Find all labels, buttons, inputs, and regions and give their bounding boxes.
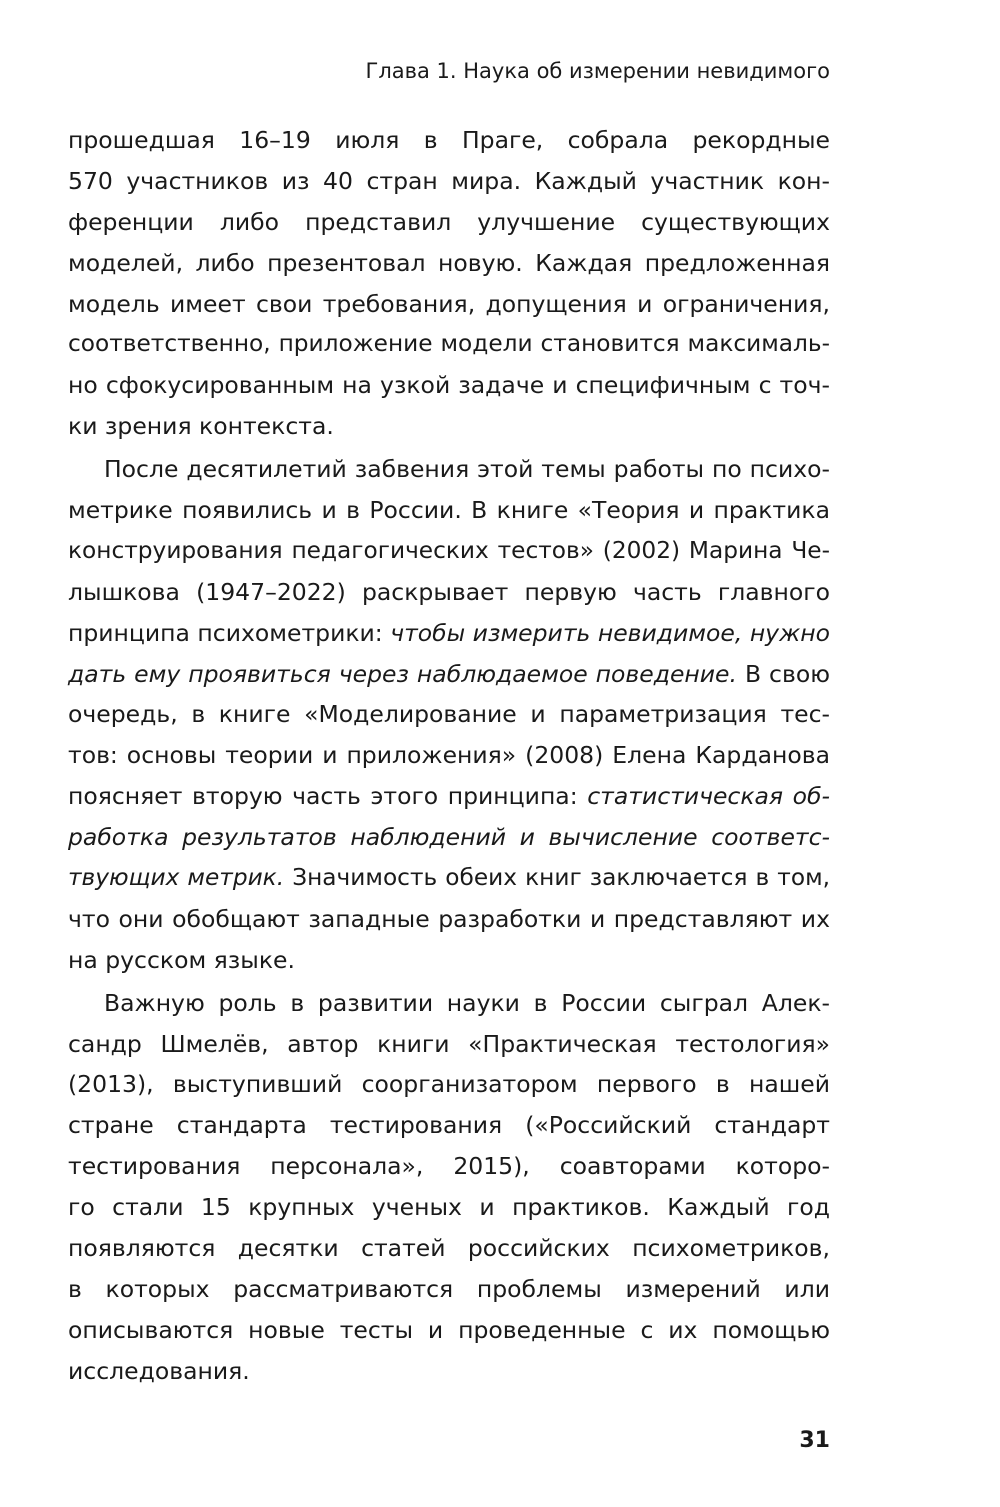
paragraph-2 (68, 449, 830, 981)
text-line: в которых рассматриваются проблемы измерений или (68, 1274, 830, 1303)
text-line: лышкова (1947–2022) раскрывает первую часть главного (68, 577, 830, 606)
text-line: исследования. (68, 1356, 250, 1385)
italic-run: твующих метрик. (68, 864, 285, 892)
text-line: соответственно, приложение модели становится максималь- (68, 330, 830, 358)
text-line: конструирования педагогических тестов» (2002) Марина Че- (68, 536, 830, 564)
italic-run: статистическая об- (587, 782, 831, 811)
text-line-mixed (68, 776, 830, 817)
text-line: метрике появились и в России. В книге «Теория и практика (68, 496, 830, 525)
body-text (68, 120, 830, 1392)
text-line-mixed (68, 654, 830, 695)
text-line: описываются новые тесты и проведенные с их помощью (68, 1315, 830, 1344)
text-line: тестирования персонала», 2015), соавторами которо- (68, 1152, 830, 1181)
text-line: появляются десятки статей российских психометриков, (68, 1234, 830, 1263)
text-run: поясняет вторую часть этого принципа: (68, 782, 588, 811)
text-line: очередь, в книге «Моделирование и параметризация тес- (68, 700, 830, 729)
paragraph-3 (68, 983, 830, 1392)
text-line: ки зрения контекста. (68, 412, 334, 441)
text-line: сандр Шмелёв, автор книги «Практическая тестология» (68, 1029, 830, 1058)
text-line: но сфокусированным на узкой задаче и специфичным с точ- (68, 371, 830, 400)
text-line: что они обобщают западные разработки и представляют их (68, 904, 830, 933)
paragraph-1 (68, 120, 830, 447)
text-line: Важную роль в развитии науки в России сыграл Алек- (104, 988, 830, 1017)
text-line: 570 участников из 40 стран мира. Каждый участник кон- (68, 166, 830, 195)
text-run: Значимость обеих книг заключается в том, (284, 864, 830, 892)
italic-run: дать ему проявиться через наблюдаемое поведение. (68, 659, 737, 688)
page-number: 31 (799, 1428, 830, 1453)
italic-run: чтобы измерить невидимое, нужно (390, 618, 830, 647)
text-line: модель имеет свои требования, допущения и ограничения, (68, 289, 830, 318)
text-line: После десятилетий забвения этой темы работы по психо- (104, 455, 830, 484)
italic-run: работка результатов наблюдений и вычисление соответс- (68, 823, 830, 852)
text-line: моделей, либо презентовал новую. Каждая предложенная (68, 248, 830, 277)
text-line: го стали 15 крупных ученых и практиков. Каждый год (68, 1193, 830, 1222)
text-line: ференции либо представил улучшение существующих (68, 207, 830, 236)
text-line-mixed (68, 858, 830, 899)
text-line: (2013), выступивший соорганизатором первого в нашей (68, 1070, 830, 1099)
text-line: на русском языке. (68, 945, 295, 974)
running-head: Глава 1. Наука об измерении невидимого (365, 59, 830, 83)
text-line-mixed (68, 613, 830, 654)
text-line-mixed (68, 817, 830, 858)
text-run: В свою (736, 659, 830, 688)
text-line: прошедшая 16–19 июля в Праге, собрала рекордные (68, 126, 830, 154)
text-run: принципа психометрики: (68, 618, 391, 647)
text-line: стране стандарта тестирования («Российский стандарт (68, 1111, 830, 1140)
text-line: тов: основы теории и приложения» (2008) Елена Карданова (68, 741, 830, 770)
